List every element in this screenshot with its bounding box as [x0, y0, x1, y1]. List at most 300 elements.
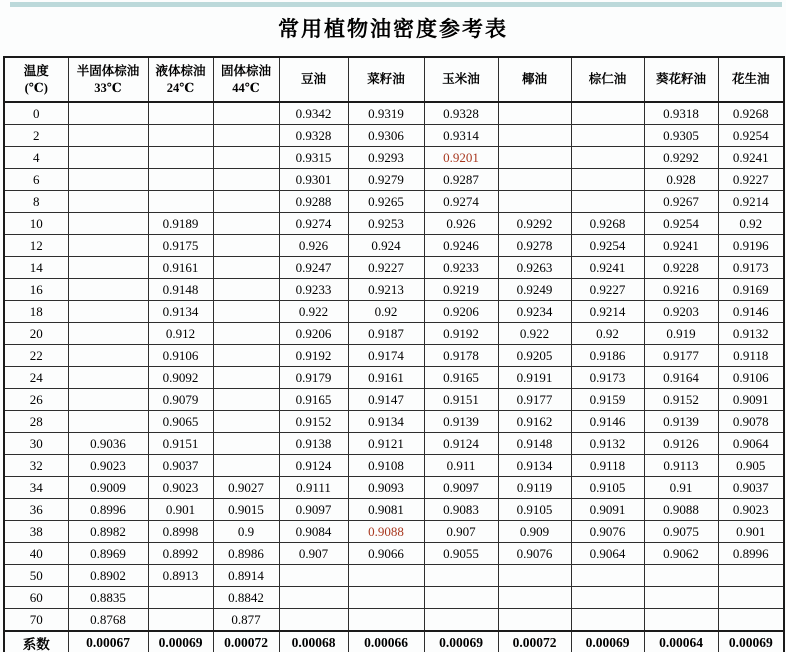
value-cell — [68, 301, 148, 323]
value-cell: 0.9093 — [348, 477, 424, 499]
table-row — [4, 235, 784, 257]
value-cell: 0.9132 — [571, 433, 644, 455]
value-cell: 0.9118 — [571, 455, 644, 477]
column-header: 棕仁油 — [571, 57, 644, 102]
value-cell: 0.9009 — [68, 477, 148, 499]
value-cell — [213, 301, 279, 323]
column-header: 玉米油 — [424, 57, 498, 102]
value-cell: 0.9113 — [644, 455, 718, 477]
table-row — [4, 102, 784, 125]
value-cell: 0.9173 — [571, 367, 644, 389]
row-header-cell: 36 — [4, 499, 68, 521]
table-row — [4, 587, 784, 609]
value-cell: 0.00069 — [424, 631, 498, 652]
value-cell: 0.9253 — [348, 213, 424, 235]
value-cell: 0.901 — [718, 521, 784, 543]
row-header-cell: 20 — [4, 323, 68, 345]
page-title: 常用植物油密度参考表 — [278, 17, 508, 41]
value-cell — [571, 565, 644, 587]
value-cell — [148, 102, 213, 125]
row-header-cell: 16 — [4, 279, 68, 301]
value-cell: 0.9196 — [718, 235, 784, 257]
value-cell — [213, 191, 279, 213]
value-cell: 0.8996 — [718, 543, 784, 565]
value-cell: 0.92 — [348, 301, 424, 323]
value-cell: 0.8982 — [68, 521, 148, 543]
value-cell — [571, 169, 644, 191]
value-cell: 0.9267 — [644, 191, 718, 213]
value-cell: 0.8768 — [68, 609, 148, 632]
value-cell: 0.9065 — [148, 411, 213, 433]
value-cell — [348, 565, 424, 587]
value-cell: 0.9076 — [571, 521, 644, 543]
value-cell: 0.9206 — [424, 301, 498, 323]
value-cell: 0.9254 — [571, 235, 644, 257]
value-cell: 0.9037 — [148, 455, 213, 477]
value-cell: 0.9201 — [424, 147, 498, 169]
row-header-cell: 0 — [4, 102, 68, 125]
column-header: 椰油 — [498, 57, 571, 102]
value-cell: 0.9306 — [348, 125, 424, 147]
value-cell: 0.9178 — [424, 345, 498, 367]
value-cell — [68, 191, 148, 213]
value-cell — [348, 609, 424, 632]
value-cell: 0.9214 — [718, 191, 784, 213]
value-cell: 0.928 — [644, 169, 718, 191]
value-cell — [68, 279, 148, 301]
value-cell: 0.9151 — [148, 433, 213, 455]
value-cell: 0.9305 — [644, 125, 718, 147]
value-cell — [498, 125, 571, 147]
value-cell: 0.00072 — [213, 631, 279, 652]
table-row — [4, 279, 784, 301]
value-cell — [68, 213, 148, 235]
value-cell: 0.9279 — [348, 169, 424, 191]
value-cell — [68, 323, 148, 345]
value-cell: 0.9124 — [279, 455, 348, 477]
value-cell: 0.9287 — [424, 169, 498, 191]
value-cell: 0.9037 — [718, 477, 784, 499]
value-cell — [718, 565, 784, 587]
row-header-cell: 34 — [4, 477, 68, 499]
row-header-cell: 50 — [4, 565, 68, 587]
value-cell: 0.8835 — [68, 587, 148, 609]
row-header-cell: 60 — [4, 587, 68, 609]
value-cell — [68, 169, 148, 191]
value-cell: 0.9192 — [279, 345, 348, 367]
value-cell: 0.9227 — [718, 169, 784, 191]
value-cell: 0.9159 — [571, 389, 644, 411]
value-cell: 0.9174 — [348, 345, 424, 367]
row-header-cell: 28 — [4, 411, 68, 433]
table-row — [4, 345, 784, 367]
value-cell: 0.9148 — [148, 279, 213, 301]
value-cell: 0.9254 — [718, 125, 784, 147]
value-cell: 0.9023 — [718, 499, 784, 521]
value-cell: 0.00072 — [498, 631, 571, 652]
value-cell: 0.9139 — [644, 411, 718, 433]
value-cell — [213, 345, 279, 367]
value-cell: 0.9241 — [644, 235, 718, 257]
value-cell — [644, 565, 718, 587]
table-row — [4, 565, 784, 587]
value-cell: 0.9214 — [571, 301, 644, 323]
row-header-cell: 22 — [4, 345, 68, 367]
value-cell — [213, 169, 279, 191]
value-cell — [148, 169, 213, 191]
value-cell — [213, 147, 279, 169]
value-cell: 0.9106 — [148, 345, 213, 367]
value-cell — [571, 191, 644, 213]
value-cell — [68, 235, 148, 257]
value-cell: 0.9126 — [644, 433, 718, 455]
value-cell: 0.9318 — [644, 102, 718, 125]
header-row — [4, 57, 784, 102]
value-cell — [718, 587, 784, 609]
table-row — [4, 543, 784, 565]
column-header: 温度 (℃) — [4, 57, 68, 102]
table-row — [4, 257, 784, 279]
value-cell: 0.9249 — [498, 279, 571, 301]
row-header-cell: 40 — [4, 543, 68, 565]
value-cell: 0.9246 — [424, 235, 498, 257]
value-cell: 0.9328 — [424, 102, 498, 125]
value-cell: 0.9152 — [644, 389, 718, 411]
value-cell: 0.9055 — [424, 543, 498, 565]
value-cell — [148, 125, 213, 147]
value-cell: 0.9278 — [498, 235, 571, 257]
value-cell: 0.9097 — [424, 477, 498, 499]
value-cell: 0.922 — [279, 301, 348, 323]
value-cell — [68, 257, 148, 279]
value-cell: 0.9132 — [718, 323, 784, 345]
table-row — [4, 323, 784, 345]
column-header: 菜籽油 — [348, 57, 424, 102]
value-cell: 0.9084 — [279, 521, 348, 543]
value-cell: 0.91 — [644, 477, 718, 499]
row-header-cell: 8 — [4, 191, 68, 213]
value-cell: 0.9189 — [148, 213, 213, 235]
value-cell: 0.8996 — [68, 499, 148, 521]
table-row — [4, 367, 784, 389]
value-cell: 0.9268 — [718, 102, 784, 125]
value-cell: 0.9091 — [571, 499, 644, 521]
value-cell: 0.9203 — [644, 301, 718, 323]
row-header-cell: 系数 — [4, 631, 68, 652]
value-cell: 0.9134 — [348, 411, 424, 433]
value-cell — [498, 565, 571, 587]
value-cell: 0.9292 — [498, 213, 571, 235]
table-row — [4, 191, 784, 213]
value-cell: 0.9079 — [148, 389, 213, 411]
value-cell: 0.9301 — [279, 169, 348, 191]
value-cell: 0.9187 — [348, 323, 424, 345]
value-cell: 0.907 — [424, 521, 498, 543]
column-header: 葵花籽油 — [644, 57, 718, 102]
row-header-cell: 30 — [4, 433, 68, 455]
value-cell: 0.9165 — [424, 367, 498, 389]
value-cell: 0.9076 — [498, 543, 571, 565]
value-cell: 0.926 — [279, 235, 348, 257]
value-cell: 0.9027 — [213, 477, 279, 499]
value-cell: 0.9175 — [148, 235, 213, 257]
value-cell: 0.9161 — [148, 257, 213, 279]
value-cell: 0.9315 — [279, 147, 348, 169]
value-cell: 0.9161 — [348, 367, 424, 389]
value-cell — [571, 102, 644, 125]
value-cell: 0.9023 — [68, 455, 148, 477]
table-row — [4, 499, 784, 521]
value-cell: 0.9097 — [279, 499, 348, 521]
value-cell: 0.9234 — [498, 301, 571, 323]
table-row — [4, 125, 784, 147]
value-cell: 0.9105 — [498, 499, 571, 521]
value-cell: 0.9247 — [279, 257, 348, 279]
top-accent-bar — [10, 2, 782, 7]
value-cell — [213, 433, 279, 455]
value-cell: 0.9148 — [498, 433, 571, 455]
value-cell — [498, 587, 571, 609]
value-cell: 0.9108 — [348, 455, 424, 477]
row-header-cell: 10 — [4, 213, 68, 235]
value-cell: 0.9219 — [424, 279, 498, 301]
value-cell: 0.9177 — [498, 389, 571, 411]
value-cell — [498, 147, 571, 169]
value-cell — [279, 609, 348, 632]
value-cell: 0.9075 — [644, 521, 718, 543]
table-row — [4, 411, 784, 433]
value-cell: 0.8914 — [213, 565, 279, 587]
value-cell: 0.9186 — [571, 345, 644, 367]
value-cell: 0.9105 — [571, 477, 644, 499]
value-cell — [68, 345, 148, 367]
value-cell: 0.9088 — [348, 521, 424, 543]
value-cell: 0.92 — [571, 323, 644, 345]
value-cell — [213, 257, 279, 279]
value-cell — [571, 609, 644, 632]
table-row — [4, 477, 784, 499]
value-cell — [498, 191, 571, 213]
value-cell: 0.9015 — [213, 499, 279, 521]
table-header — [4, 57, 784, 102]
value-cell — [213, 411, 279, 433]
column-header: 固体棕油 44℃ — [213, 57, 279, 102]
value-cell — [68, 367, 148, 389]
column-header: 半固体棕油 33℃ — [68, 57, 148, 102]
value-cell: 0.9227 — [348, 257, 424, 279]
row-header-cell: 18 — [4, 301, 68, 323]
value-cell: 0.9118 — [718, 345, 784, 367]
value-cell: 0.9081 — [348, 499, 424, 521]
value-cell: 0.9092 — [148, 367, 213, 389]
row-header-cell: 38 — [4, 521, 68, 543]
column-header: 液体棕油 24℃ — [148, 57, 213, 102]
value-cell — [213, 367, 279, 389]
value-cell — [498, 102, 571, 125]
row-header-cell: 4 — [4, 147, 68, 169]
value-cell: 0.9111 — [279, 477, 348, 499]
value-cell — [213, 323, 279, 345]
value-cell: 0.919 — [644, 323, 718, 345]
value-cell: 0.9146 — [718, 301, 784, 323]
table-row — [4, 389, 784, 411]
value-cell — [148, 147, 213, 169]
value-cell: 0.9147 — [348, 389, 424, 411]
value-cell: 0.909 — [498, 521, 571, 543]
value-cell: 0.8986 — [213, 543, 279, 565]
row-header-cell: 14 — [4, 257, 68, 279]
value-cell: 0.9064 — [718, 433, 784, 455]
column-header: 花生油 — [718, 57, 784, 102]
value-cell: 0.9328 — [279, 125, 348, 147]
value-cell: 0.8913 — [148, 565, 213, 587]
value-cell: 0.9134 — [148, 301, 213, 323]
value-cell: 0.00066 — [348, 631, 424, 652]
value-cell: 0.9254 — [644, 213, 718, 235]
value-cell — [279, 587, 348, 609]
value-cell — [68, 147, 148, 169]
value-cell: 0.9288 — [279, 191, 348, 213]
value-cell — [498, 169, 571, 191]
value-cell: 0.8969 — [68, 543, 148, 565]
value-cell: 0.9292 — [644, 147, 718, 169]
table-row — [4, 631, 784, 652]
value-cell: 0.8998 — [148, 521, 213, 543]
table-body — [4, 102, 784, 652]
value-cell — [279, 565, 348, 587]
value-cell: 0.9241 — [718, 147, 784, 169]
value-cell: 0.00064 — [644, 631, 718, 652]
value-cell — [718, 609, 784, 632]
value-cell: 0.9066 — [348, 543, 424, 565]
value-cell: 0.9342 — [279, 102, 348, 125]
table-row — [4, 521, 784, 543]
value-cell — [213, 279, 279, 301]
value-cell — [644, 587, 718, 609]
value-cell: 0.877 — [213, 609, 279, 632]
value-cell: 0.9191 — [498, 367, 571, 389]
value-cell: 0.9146 — [571, 411, 644, 433]
value-cell: 0.9064 — [571, 543, 644, 565]
value-cell: 0.9164 — [644, 367, 718, 389]
value-cell: 0.9293 — [348, 147, 424, 169]
value-cell — [213, 213, 279, 235]
value-cell: 0.9241 — [571, 257, 644, 279]
value-cell: 0.9213 — [348, 279, 424, 301]
value-cell: 0.9121 — [348, 433, 424, 455]
value-cell: 0.00067 — [68, 631, 148, 652]
value-cell — [424, 609, 498, 632]
value-cell — [68, 102, 148, 125]
value-cell: 0.9265 — [348, 191, 424, 213]
value-cell: 0.9233 — [279, 279, 348, 301]
value-cell: 0.9173 — [718, 257, 784, 279]
value-cell: 0.8902 — [68, 565, 148, 587]
value-cell — [148, 587, 213, 609]
table-row — [4, 213, 784, 235]
value-cell — [571, 587, 644, 609]
table-row — [4, 147, 784, 169]
row-header-cell: 26 — [4, 389, 68, 411]
table-row — [4, 433, 784, 455]
density-table — [3, 56, 785, 652]
value-cell: 0.912 — [148, 323, 213, 345]
value-cell: 0.9274 — [279, 213, 348, 235]
value-cell: 0.926 — [424, 213, 498, 235]
value-cell — [213, 125, 279, 147]
value-cell — [424, 565, 498, 587]
value-cell: 0.924 — [348, 235, 424, 257]
value-cell — [348, 587, 424, 609]
value-cell: 0.9091 — [718, 389, 784, 411]
value-cell: 0.9152 — [279, 411, 348, 433]
value-cell: 0.9124 — [424, 433, 498, 455]
table-row — [4, 169, 784, 191]
value-cell: 0.9263 — [498, 257, 571, 279]
row-header-cell: 12 — [4, 235, 68, 257]
value-cell: 0.901 — [148, 499, 213, 521]
value-cell: 0.9106 — [718, 367, 784, 389]
value-cell: 0.9319 — [348, 102, 424, 125]
value-cell: 0.9036 — [68, 433, 148, 455]
value-cell — [213, 235, 279, 257]
value-cell: 0.911 — [424, 455, 498, 477]
value-cell: 0.9151 — [424, 389, 498, 411]
row-header-cell: 32 — [4, 455, 68, 477]
value-cell: 0.9206 — [279, 323, 348, 345]
value-cell: 0.9227 — [571, 279, 644, 301]
value-cell: 0.9162 — [498, 411, 571, 433]
value-cell: 0.8992 — [148, 543, 213, 565]
value-cell: 0.9179 — [279, 367, 348, 389]
value-cell: 0.00069 — [148, 631, 213, 652]
value-cell: 0.9233 — [424, 257, 498, 279]
table-row — [4, 455, 784, 477]
table-row — [4, 301, 784, 323]
value-cell — [148, 191, 213, 213]
row-header-cell: 2 — [4, 125, 68, 147]
value-cell: 0.9119 — [498, 477, 571, 499]
value-cell: 0.9192 — [424, 323, 498, 345]
value-cell: 0.9165 — [279, 389, 348, 411]
value-cell: 0.00069 — [718, 631, 784, 652]
value-cell — [213, 455, 279, 477]
column-header: 豆油 — [279, 57, 348, 102]
value-cell — [571, 147, 644, 169]
value-cell: 0.9083 — [424, 499, 498, 521]
value-cell: 0.905 — [718, 455, 784, 477]
value-cell: 0.9216 — [644, 279, 718, 301]
value-cell: 0.922 — [498, 323, 571, 345]
row-header-cell: 6 — [4, 169, 68, 191]
value-cell — [68, 125, 148, 147]
value-cell: 0.9062 — [644, 543, 718, 565]
value-cell — [68, 389, 148, 411]
value-cell: 0.9177 — [644, 345, 718, 367]
value-cell — [68, 411, 148, 433]
value-cell: 0.9134 — [498, 455, 571, 477]
row-header-cell: 24 — [4, 367, 68, 389]
value-cell: 0.9314 — [424, 125, 498, 147]
value-cell — [498, 609, 571, 632]
value-cell: 0.9274 — [424, 191, 498, 213]
value-cell: 0.8842 — [213, 587, 279, 609]
table-row — [4, 609, 784, 632]
value-cell: 0.9023 — [148, 477, 213, 499]
value-cell — [148, 609, 213, 632]
value-cell: 0.9088 — [644, 499, 718, 521]
value-cell: 0.9228 — [644, 257, 718, 279]
